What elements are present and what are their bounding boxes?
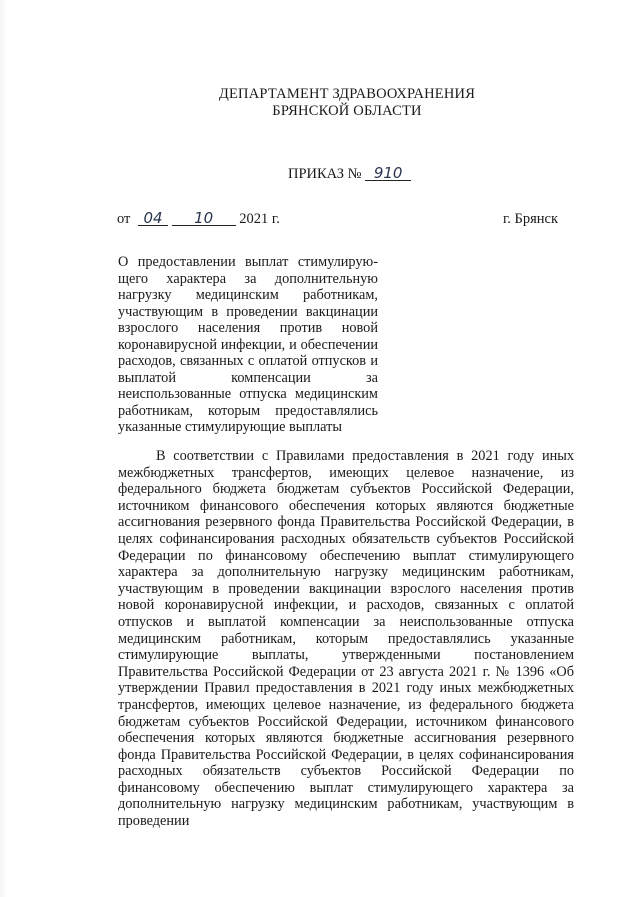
department-header [0, 86, 639, 120]
order-label: ПРИКАЗ № [288, 166, 362, 182]
city-label: г. Брянск [502, 211, 558, 227]
order-date [117, 211, 280, 228]
date-year: 2021 г. [239, 211, 280, 227]
order-subject: О предоставлении выплат стимулирующего характера за дополнительную нагрузку медицинским работникам, участвующим в проведении вакцинации взрослого населения против новой коронавирусной инфекции, и обеспечении расходов, связанных с оплатой отпусков и выплатой компенсации за неиспользованные отпуска медицинским работникам, которым предоставлялись указанные стимулирующие выплаты [118, 254, 378, 435]
department-line-1: ДЕПАРТАМЕНТ ЗДРАВООХРАНЕНИЯ [218, 86, 476, 102]
date-prefix: от [117, 211, 131, 227]
scan-edge [0, 0, 6, 897]
date-month: 10 [172, 211, 236, 226]
department-line-2: БРЯНСКОЙ ОБЛАСТИ [272, 103, 422, 119]
date-day: 04 [138, 211, 168, 226]
order-number: 910 [365, 166, 411, 181]
order-title [288, 166, 411, 183]
order-body-paragraph: В соответствии с Правилами предоставления в 2021 году иных межбюджетных трансфертов, имеющих целевое назначение, из федерального бюджета бюджетам субъектов Российской Федерации, источником финансового обеспечения которых являются бюджетные ассигнования резервного фонда Правительства Российской Федерации, в целях софинансирования расходных обязательств субъектов Российской Федерации по финансовому обеспечению выплат стимулирующего характера за дополнительную нагрузку медицинским работникам, участвующим в проведении вакцинации взрослого населения против новой коронавирусной инфекции, и расходов, связанных с оплатой отпусков и выплатой компенсации за неиспользованные отпуска медицинским работникам, которым предоставлялись указанные стимулирующие выплаты, утвержденными постановлением Правительства Российской Федерации от 23 августа 2021 г. № 1396 «Об утверждении Правил предоставления в 2021 году иных межбюджетных трансфертов, имеющих целевое назначение, из федерального бюджета бюджетам субъектов Российской Федерации, источником финансового обеспечения которых являются бюджетные ассигнования резервного фонда Правительства Российской Федерации, в целях софинансирования расходных обязательств субъектов Российской Федерации по финансовому обеспечению выплат стимулирующего характера за дополнительную нагрузку медицинским работникам, участвующим в проведении [118, 448, 574, 830]
